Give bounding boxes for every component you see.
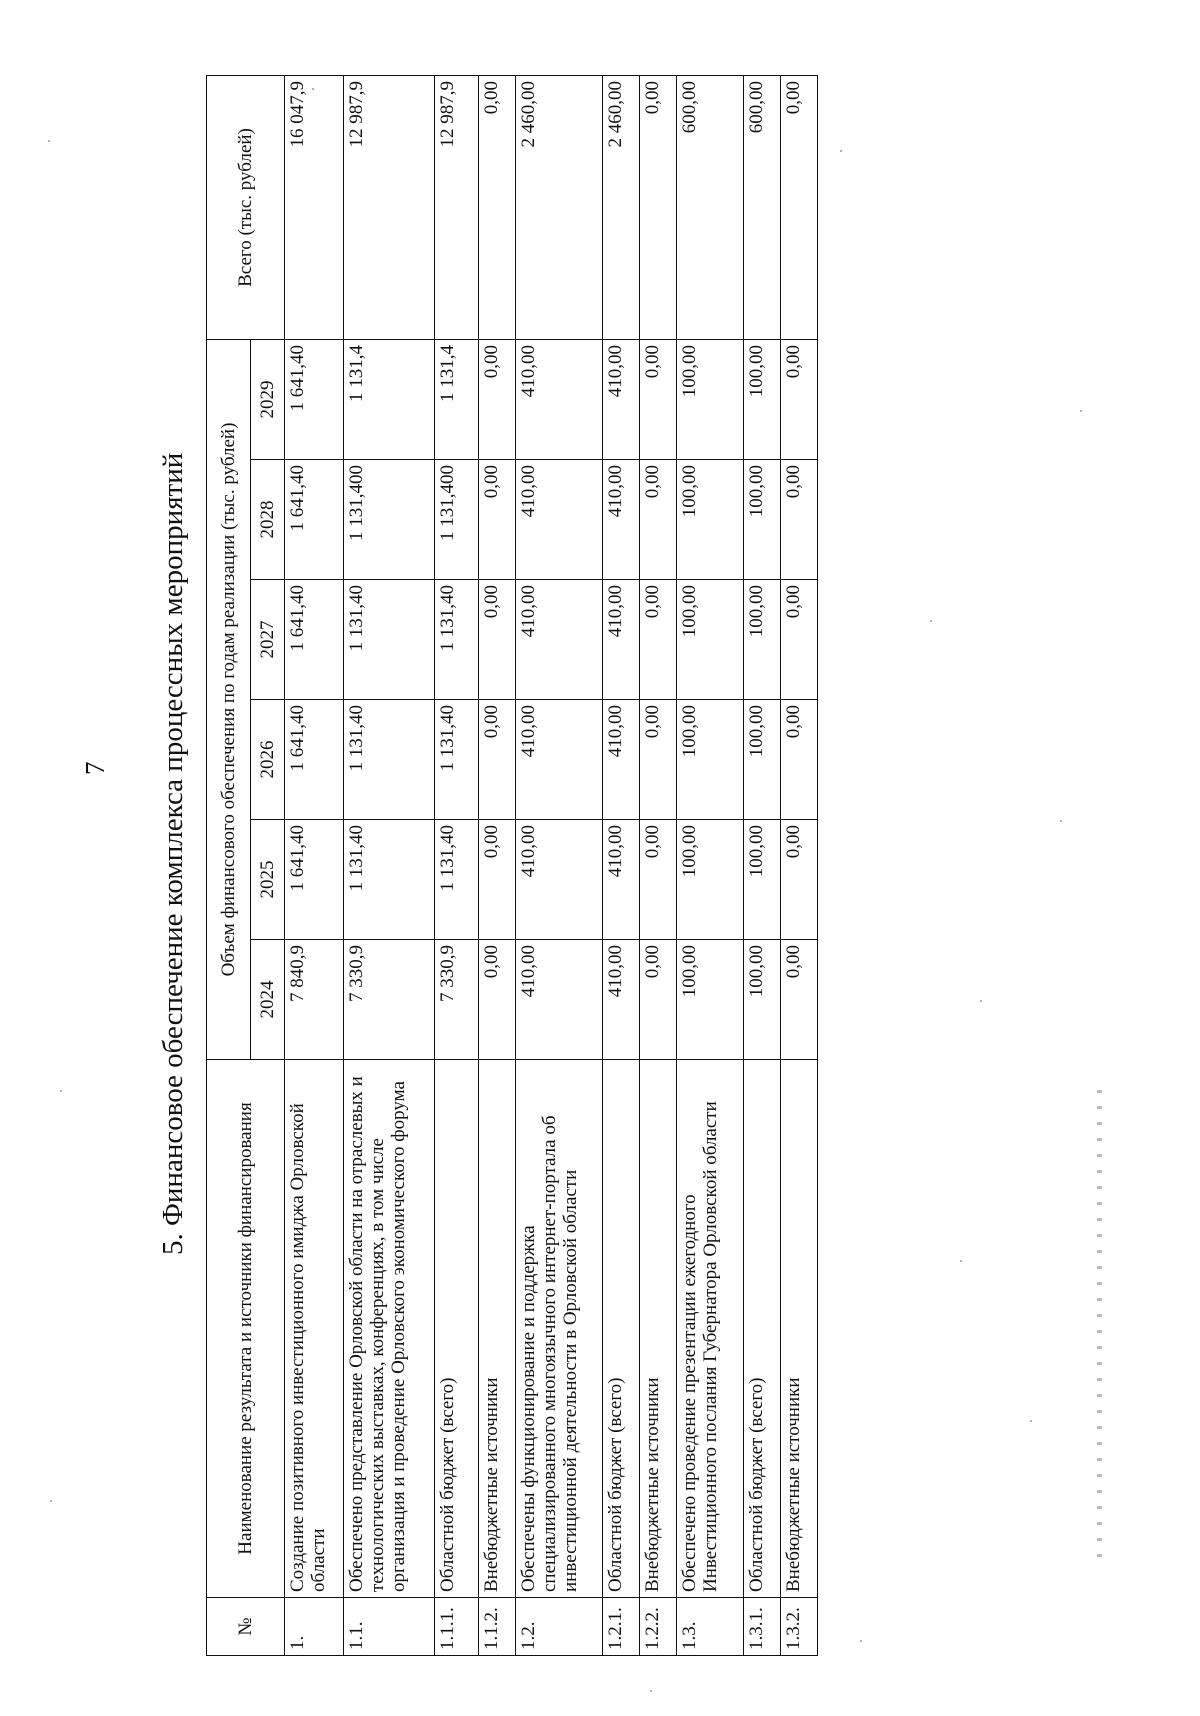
table-row [676, 76, 743, 1656]
row-total: 600,00 [676, 76, 743, 340]
row-number: 1. [285, 1598, 344, 1656]
year-value: 1 641,40 [285, 460, 344, 580]
year-value: 0,00 [780, 820, 817, 940]
year-value: 100,00 [743, 940, 780, 1060]
year-value: 0,00 [780, 940, 817, 1060]
year-value: 1 131,400 [435, 460, 479, 580]
row-name: Внебюджетные источники [639, 1060, 676, 1598]
row-name: Внебюджетные источники [478, 1060, 515, 1598]
year-value: 0,00 [780, 700, 817, 820]
row-total: 0,00 [780, 76, 817, 340]
row-number: 1.3. [676, 1598, 743, 1656]
year-value: 0,00 [478, 460, 515, 580]
year-value: 1 131,40 [343, 580, 434, 700]
year-value: 1 641,40 [285, 340, 344, 460]
margin-scan-marks [1097, 1090, 1102, 1570]
year-value: 410,00 [602, 340, 639, 460]
year-value: 1 131,40 [343, 700, 434, 820]
header-volume: Объем финансового обеспечения по годам реализации (тыс. рублей) [207, 340, 251, 1060]
row-number: 1.3.2. [780, 1598, 817, 1656]
year-value: 410,00 [515, 940, 602, 1060]
row-number: 1.2. [515, 1598, 602, 1656]
row-name: Областной бюджет (всего) [435, 1060, 479, 1598]
row-name: Создание позитивного инвестиционного имиджа Орловской области [285, 1060, 344, 1598]
year-value: 410,00 [515, 580, 602, 700]
year-value: 0,00 [478, 820, 515, 940]
header-year: 2029 [251, 340, 285, 460]
table-body [285, 76, 818, 1656]
table-row [343, 76, 434, 1656]
year-value: 0,00 [780, 460, 817, 580]
year-value: 410,00 [515, 460, 602, 580]
row-number: 1.1.1. [435, 1598, 479, 1656]
year-value: 0,00 [639, 820, 676, 940]
row-total: 0,00 [639, 76, 676, 340]
year-value: 100,00 [743, 700, 780, 820]
row-total: 0,00 [478, 76, 515, 340]
header-total: Всего (тыс. рублей) [207, 76, 285, 340]
year-value: 410,00 [515, 700, 602, 820]
year-value: 100,00 [743, 460, 780, 580]
year-value: 100,00 [676, 820, 743, 940]
table-row [515, 76, 602, 1656]
year-value: 100,00 [676, 940, 743, 1060]
year-value: 0,00 [639, 340, 676, 460]
year-value: 410,00 [602, 940, 639, 1060]
year-value: 0,00 [478, 340, 515, 460]
section-title: 5. Финансовое обеспечение комплекса процессных мероприятий [157, 452, 189, 1255]
table-row [435, 76, 479, 1656]
year-value: 7 330,9 [435, 940, 479, 1060]
year-value: 7 330,9 [343, 940, 434, 1060]
row-name: Областной бюджет (всего) [743, 1060, 780, 1598]
row-number: 1.3.1. [743, 1598, 780, 1656]
year-value: 100,00 [676, 340, 743, 460]
financing-table-container [206, 76, 818, 1656]
row-name: Обеспечены функционирование и поддержка специализированного многоязычного интернет-портала об инвестиционной деятельности в Орловской области [515, 1060, 602, 1598]
header-year: 2026 [251, 700, 285, 820]
header-name: Наименование результата и источники финансирования [207, 1060, 285, 1598]
year-value: 0,00 [478, 700, 515, 820]
year-value: 1 131,40 [435, 700, 479, 820]
year-value: 100,00 [676, 460, 743, 580]
year-value: 1 131,4 [343, 340, 434, 460]
financing-table [206, 75, 818, 1656]
row-name: Областной бюджет (всего) [602, 1060, 639, 1598]
table-row [780, 76, 817, 1656]
row-total: 2 460,00 [602, 76, 639, 340]
year-value: 0,00 [478, 580, 515, 700]
row-total: 12 987,9 [343, 76, 434, 340]
year-value: 1 131,4 [435, 340, 479, 460]
year-value: 7 840,9 [285, 940, 344, 1060]
table-row [639, 76, 676, 1656]
header-year: 2027 [251, 580, 285, 700]
year-value: 0,00 [639, 580, 676, 700]
row-total: 600,00 [743, 76, 780, 340]
year-value: 100,00 [743, 340, 780, 460]
row-number: 1.1.2. [478, 1598, 515, 1656]
header-year: 2025 [251, 820, 285, 940]
row-number: 1.2.2. [639, 1598, 676, 1656]
year-value: 1 131,40 [435, 820, 479, 940]
page-number: 7 [80, 761, 110, 775]
year-value: 100,00 [676, 700, 743, 820]
year-value: 410,00 [602, 580, 639, 700]
year-value: 1 641,40 [285, 700, 344, 820]
row-total: 2 460,00 [515, 76, 602, 340]
year-value: 1 131,400 [343, 460, 434, 580]
year-value: 410,00 [515, 820, 602, 940]
table-row [602, 76, 639, 1656]
year-value: 410,00 [515, 340, 602, 460]
year-value: 0,00 [639, 700, 676, 820]
year-value: 410,00 [602, 460, 639, 580]
table-row [743, 76, 780, 1656]
row-name: Внебюджетные источники [780, 1060, 817, 1598]
year-value: 1 641,40 [285, 580, 344, 700]
year-value: 0,00 [639, 460, 676, 580]
row-number: 1.1. [343, 1598, 434, 1656]
row-name: Обеспечено проведение презентации ежегодного Инвестиционного послания Губернатора Орловской области [676, 1060, 743, 1598]
header-year: 2024 [251, 940, 285, 1060]
header-year: 2028 [251, 460, 285, 580]
year-value: 100,00 [676, 580, 743, 700]
year-value: 410,00 [602, 820, 639, 940]
year-value: 1 641,40 [285, 820, 344, 940]
year-value: 100,00 [743, 580, 780, 700]
row-name: Обеспечено представление Орловской области на отраслевых и технологических выставках, конференциях, в том числе организация и проведение Орловского экономического форума [343, 1060, 434, 1598]
year-value: 0,00 [639, 940, 676, 1060]
year-value: 0,00 [478, 940, 515, 1060]
year-value: 1 131,40 [435, 580, 479, 700]
table-row [478, 76, 515, 1656]
year-value: 410,00 [602, 700, 639, 820]
header-number: № [207, 1598, 285, 1656]
row-total: 12 987,9 [435, 76, 479, 340]
table-row [285, 76, 344, 1656]
year-value: 0,00 [780, 580, 817, 700]
year-value: 0,00 [780, 340, 817, 460]
row-number: 1.2.1. [602, 1598, 639, 1656]
year-value: 100,00 [743, 820, 780, 940]
row-total: 16 047,9 [285, 76, 344, 340]
year-value: 1 131,40 [343, 820, 434, 940]
